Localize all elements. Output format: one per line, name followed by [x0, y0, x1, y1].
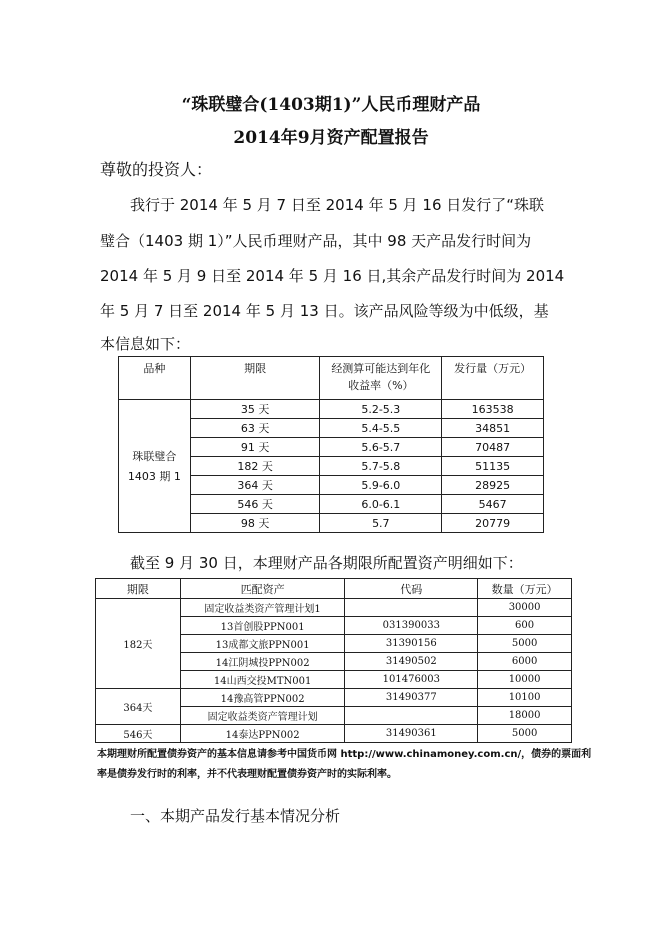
- code-cell: 31490502: [345, 653, 478, 671]
- code-cell: 31490361: [345, 725, 478, 743]
- yield-cell: 5.2-5.3: [320, 400, 442, 419]
- header-cell: 代码: [345, 579, 478, 599]
- table-header-row: [96, 579, 572, 599]
- amount-cell: 163538: [442, 400, 544, 419]
- document-subtitle: 2014年9月资产配置报告: [233, 128, 429, 148]
- term-cell: 182天: [96, 599, 181, 689]
- product-series: 1403 期 1: [127, 470, 181, 483]
- intro-line: 我行于 2014 年 5 月 7 日至 2014 年 5 月 16 日发行了“珠联: [130, 196, 545, 214]
- term-cell: 91 天: [190, 438, 320, 457]
- amount-cell: 5000: [478, 725, 572, 743]
- yield-cell: 5.6-5.7: [320, 438, 442, 457]
- term-cell: 546 天: [190, 495, 320, 514]
- amount-cell: 5000: [478, 635, 572, 653]
- amount-cell: 70487: [442, 438, 544, 457]
- salutation: 尊敬的投资人：: [100, 160, 213, 179]
- header-cell: 期限: [190, 357, 320, 400]
- amount-cell: 34851: [442, 419, 544, 438]
- header-cell: 匹配资产: [180, 579, 345, 599]
- amount-cell: 18000: [478, 707, 572, 725]
- yield-cell: 5.4-5.5: [320, 419, 442, 438]
- table-row: [119, 400, 544, 419]
- table-row: [96, 725, 572, 743]
- header-cell: 期限: [96, 579, 181, 599]
- code-cell: 31490377: [345, 689, 478, 707]
- amount-cell: 5467: [442, 495, 544, 514]
- amount-cell: 10100: [478, 689, 572, 707]
- asset-cell: 14江阴城投PPN002: [180, 653, 345, 671]
- section-heading: 一、本期产品发行基本情况分析: [130, 807, 341, 825]
- term-cell: 35 天: [190, 400, 320, 419]
- term-cell: 546天: [96, 725, 181, 743]
- asset-cell: 固定收益类资产管理计划: [180, 707, 345, 725]
- amount-cell: 20779: [442, 514, 544, 533]
- amount-cell: 600: [478, 617, 572, 635]
- term-cell: 364 天: [190, 476, 320, 495]
- term-cell: 364天: [96, 689, 181, 725]
- product-info-table: [118, 356, 544, 533]
- amount-cell: 51135: [442, 457, 544, 476]
- footnote-line: 本期理财所配置债券资产的基本信息请参考中国货币网 http://www.chinamoney.com.cn/，债券的票面利: [97, 749, 592, 760]
- term-cell: 63 天: [190, 419, 320, 438]
- asset-cell: 14豫高管PPN002: [180, 689, 345, 707]
- yield-cell: 6.0-6.1: [320, 495, 442, 514]
- term-cell: 182 天: [190, 457, 320, 476]
- amount-cell: 10000: [478, 671, 572, 689]
- footnote-line: 率是债券发行时的利率，并不代表理财配置债券资产时的实际利率。: [97, 769, 397, 780]
- asset-cell: 14山西交投MTN001: [180, 671, 345, 689]
- header-cell: 发行量（万元）: [442, 357, 544, 400]
- amount-cell: 6000: [478, 653, 572, 671]
- yield-cell: 5.9-6.0: [320, 476, 442, 495]
- code-cell: [345, 707, 478, 725]
- asset-cell: 13首创股PPN001: [180, 617, 345, 635]
- intro-line: 年 5 月 7 日至 2014 年 5 月 13 日。该产品风险等级为中低级，基: [100, 302, 549, 320]
- code-cell: 031390033: [345, 617, 478, 635]
- product-name-cell: [119, 400, 191, 533]
- table-row: [96, 689, 572, 707]
- code-cell: 31390156: [345, 635, 478, 653]
- table-header-row: [119, 357, 544, 400]
- product-name: 珠联璧合: [132, 450, 177, 463]
- asset-cell: 14泰达PPN002: [180, 725, 345, 743]
- code-cell: 101476003: [345, 671, 478, 689]
- header-cell: 经测算可能达到年化收益率（%）: [320, 357, 442, 400]
- intro-line: 璧合（1403 期 1）”人民币理财产品，其中 98 天产品发行时间为: [100, 232, 532, 250]
- intro-line: 本信息如下：: [100, 335, 191, 353]
- table-row: [96, 599, 572, 617]
- code-cell: [345, 599, 478, 617]
- header-cell: 数量（万元）: [478, 579, 572, 599]
- yield-cell: 5.7-5.8: [320, 457, 442, 476]
- section2-intro: 截至 9 月 30 日，本理财产品各期限所配置资产明细如下：: [130, 554, 523, 572]
- amount-cell: 28925: [442, 476, 544, 495]
- asset-cell: 固定收益类资产管理计划1: [180, 599, 345, 617]
- header-cell: 品种: [119, 357, 191, 400]
- term-cell: 98 天: [190, 514, 320, 533]
- amount-cell: 30000: [478, 599, 572, 617]
- yield-cell: 5.7: [320, 514, 442, 533]
- asset-cell: 13成都文旅PPN001: [180, 635, 345, 653]
- document-title: “珠联璧合(1403期1)”人民币理财产品: [181, 95, 481, 115]
- asset-allocation-table: [95, 578, 572, 743]
- intro-line: 2014 年 5 月 9 日至 2014 年 5 月 16 日,其余产品发行时间为 2014: [100, 267, 565, 285]
